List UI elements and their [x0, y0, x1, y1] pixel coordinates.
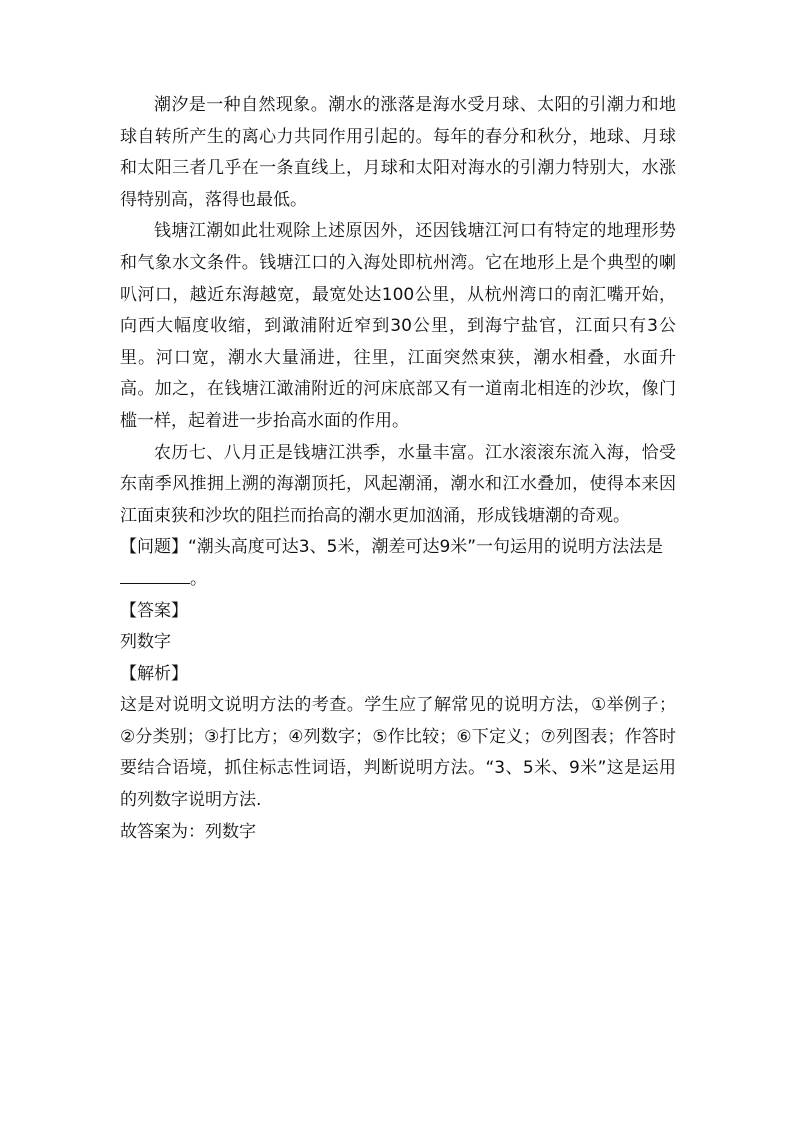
answer-text: 列数字 — [120, 632, 171, 653]
passage-paragraph-1: 潮汐是一种自然现象。潮水的涨落是海水受月球、太阳的引潮力和地球自转所产生的离心力共同作用引起的。每年的春分和秋分，地球、月球和太阳三者几乎在一条直线上，月球和太阳对海水的引潮力特别大，水涨得特别高，落得也最低。 — [120, 95, 676, 210]
answer-tag: 【答案】 — [120, 600, 188, 621]
question-text: “潮头高度可达3、5米，潮差可达9米”一句运用的说明方法法是 — [188, 537, 664, 558]
analysis-conclusion: 故答案为：列数字 — [120, 821, 256, 842]
passage-paragraph-3: 农历七、八月正是钱塘江洪季，水量丰富。江水滚滚东流入海，恰受东南季风推拥上溯的海潮顶托，风起潮涌，潮水和江水叠加，使得本来因江面束狭和沙坎的阻拦而抬高的潮水更加汹涌，形成钱塘潮的奇观。 — [120, 442, 676, 526]
passage-paragraph-2: 钱塘江潮如此壮观除上述原因外，还因钱塘江河口有特定的地理形势和气象水文条件。钱塘江口的入海处即杭州湾。它在地形上是个典型的喇叭河口，越近东海越宽，最宽处达100公里，从杭州湾口的南汇嘴开始，向西大幅度收缩，到澉浦附近窄到30公里，到海宁盐官，江面只有3公里。河口宽，潮水大量涌进，往里，江面突然束狭，潮水相叠，水面升高。加之，在钱塘江澉浦附近的河床底部又有一道南北相连的沙坎，像门槛一样，起着进一步抬高水面的作用。 — [120, 221, 676, 431]
analysis-tag: 【解析】 — [120, 663, 188, 684]
question-tag: 【问题】 — [120, 537, 188, 558]
analysis-text: 这是对说明文说明方法的考查。学生应了解常见的说明方法，①举例子；②分类别；③打比方；④列数字；⑤作比较；⑥下定义；⑦列图表；作答时要结合语境，抓住标志性词语，判断说明方法。“3、5米、9米”这是运用的列数字说明方法. — [120, 695, 676, 811]
document-page — [120, 90, 676, 848]
question-end: 。 — [190, 568, 207, 589]
question-block — [120, 532, 676, 595]
answer-blank — [120, 565, 190, 584]
